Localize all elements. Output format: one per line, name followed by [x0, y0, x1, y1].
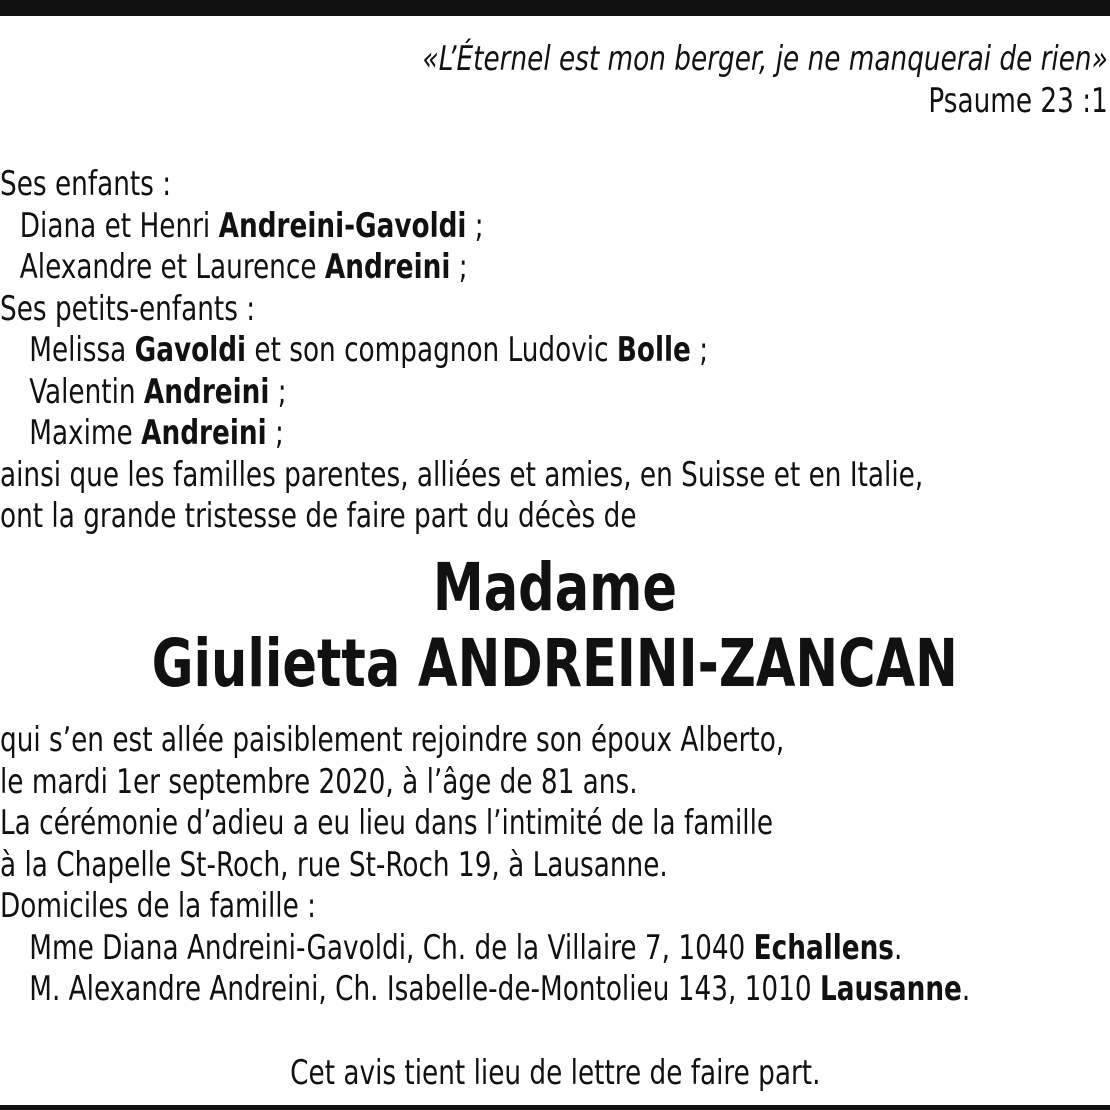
deceased-name-block: [0, 550, 1110, 702]
details-line: La cérémonie d’adieu a eu lieu dans l’intimité de la famille: [0, 803, 774, 843]
domicile-city: Lausanne: [819, 969, 962, 1009]
surname: Andreini-Gavoldi: [218, 205, 467, 246]
details-line: à la Chapelle St-Roch, rue St-Roch 19, à Lausanne.: [0, 844, 668, 885]
bottom-border-rule: [0, 1105, 1110, 1110]
domicile-entry: M. Alexandre Andreini, Ch. Isabelle-de-Montolieu 143, 1010 Lausanne.: [29, 969, 971, 1009]
closing-note: [0, 1052, 1110, 1094]
deceased-title: Madame: [432, 549, 678, 626]
ceremony-details: [0, 720, 970, 1011]
surname: Andreini: [143, 371, 270, 412]
details-line: qui s’en est allée paisiblement rejoindre son époux Alberto,: [0, 720, 785, 760]
announcement-line: ont la grande tristesse de faire part du décès de: [0, 496, 637, 536]
partner-surname: Bolle: [616, 330, 691, 370]
epigraph-reference: Psaume 23 :1: [928, 81, 1108, 121]
domicile-entry: Mme Diana Andreini-Gavoldi, Ch. de la Villaire 7, 1040 Echallens.: [29, 927, 903, 968]
grandchild-entry: Maxime Andreini ;: [29, 413, 284, 453]
grandchildren-heading: Ses petits-enfants :: [0, 288, 256, 329]
epigraph-quote: «L’Éternel est mon berger, je ne manquerai de rien»: [422, 39, 1108, 79]
surname: Andreini: [141, 413, 267, 453]
children-heading: Ses enfants :: [0, 164, 172, 204]
closing-text: Cet avis tient lieu de lettre de faire part.: [289, 1053, 821, 1093]
surname: Gavoldi: [134, 330, 247, 370]
domicile-city: Echallens: [753, 927, 894, 968]
grandchild-entry: Melissa Gavoldi et son compagnon Ludovic Bolle ;: [29, 330, 709, 370]
deceased-full-name: Giulietta ANDREINI-ZANCAN: [151, 625, 959, 702]
relatives-line: ainsi que les familles parentes, alliées et amies, en Suisse et en Italie,: [0, 454, 924, 495]
family-list: [0, 164, 923, 538]
surname: Andreini: [324, 247, 451, 287]
details-line: le mardi 1er septembre 2020, à l’âge de 81 ans.: [0, 761, 638, 802]
domiciles-heading: Domiciles de la famille :: [0, 886, 316, 926]
grandchild-entry: Valentin Andreini ;: [29, 371, 287, 412]
epigraph: [423, 38, 1108, 122]
top-border-rule: [0, 0, 1110, 16]
child-entry: Alexandre et Laurence Andreini ;: [19, 247, 468, 287]
child-entry: Diana et Henri Andreini-Gavoldi ;: [19, 205, 484, 246]
